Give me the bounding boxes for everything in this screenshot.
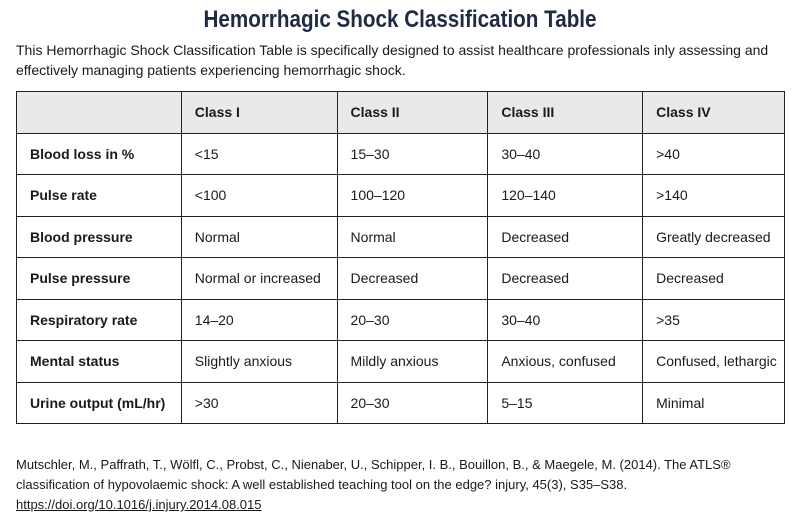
table-cell: Anxious, confused (488, 341, 643, 383)
table-cell: >140 (643, 175, 785, 217)
doi-link[interactable]: https://doi.org/10.1016/j.injury.2014.08.015 (16, 497, 262, 512)
row-label: Blood loss in % (17, 133, 182, 175)
table-cell: <15 (181, 133, 337, 175)
table-cell: 15–30 (337, 133, 488, 175)
table-cell: 30–40 (488, 299, 643, 341)
table-row (17, 133, 785, 175)
page-title: Hemorrhagic Shock Classification Table (203, 6, 597, 33)
row-label: Mental status (17, 341, 182, 383)
table-cell: Decreased (643, 258, 785, 300)
table-row (17, 382, 785, 424)
table-cell: Confused, lethargic (643, 341, 785, 383)
header-corner-cell (17, 92, 182, 134)
row-label: Respiratory rate (17, 299, 182, 341)
table-cell: Decreased (488, 258, 643, 300)
table-row (17, 175, 785, 217)
table-cell: Decreased (488, 216, 643, 258)
table-row (17, 341, 785, 383)
table-row (17, 299, 785, 341)
table-cell: Greatly decreased (643, 216, 785, 258)
table-cell: Minimal (643, 382, 785, 424)
classification-table (16, 91, 785, 424)
table-cell: 120–140 (488, 175, 643, 217)
table-cell: 100–120 (337, 175, 488, 217)
table-row (17, 216, 785, 258)
table-cell: Slightly anxious (181, 341, 337, 383)
column-header-class-3: Class III (488, 92, 643, 134)
table-cell: 5–15 (488, 382, 643, 424)
table-cell: 30–40 (488, 133, 643, 175)
table-row (17, 258, 785, 300)
column-header-class-4: Class IV (643, 92, 785, 134)
table-cell: 20–30 (337, 382, 488, 424)
column-header-class-1: Class I (181, 92, 337, 134)
table-cell: Mildly anxious (337, 341, 488, 383)
table-cell: 14–20 (181, 299, 337, 341)
table-cell: Normal or increased (181, 258, 337, 300)
row-label: Pulse pressure (17, 258, 182, 300)
table-cell: <100 (181, 175, 337, 217)
table-cell: Normal (337, 216, 488, 258)
row-label: Blood pressure (17, 216, 182, 258)
table-cell: >35 (643, 299, 785, 341)
citation (16, 455, 791, 515)
column-header-class-2: Class II (337, 92, 488, 134)
table-cell: Normal (181, 216, 337, 258)
row-label: Urine output (mL/hr) (17, 382, 182, 424)
table-cell: 20–30 (337, 299, 488, 341)
table-cell: >30 (181, 382, 337, 424)
table-header-row (17, 92, 785, 134)
intro-paragraph: This Hemorrhagic Shock Classification Table is specifically designed to assist healthcare professionals inly assessing and effectively managing patients experiencing hemorrhagic shock. (16, 42, 769, 78)
citation-text: Mutschler, M., Paffrath, T., Wölfl, C., Probst, C., Nienaber, U., Schipper, I. B., Bouillon, B., & Maegele, M. (2014). The ATLS® classification of hypovolaemic shock: A well established teaching tool on the edge? injury, 45(3), S35–S38. (16, 457, 731, 492)
row-label: Pulse rate (17, 175, 182, 217)
table-cell: >40 (643, 133, 785, 175)
table-cell: Decreased (337, 258, 488, 300)
